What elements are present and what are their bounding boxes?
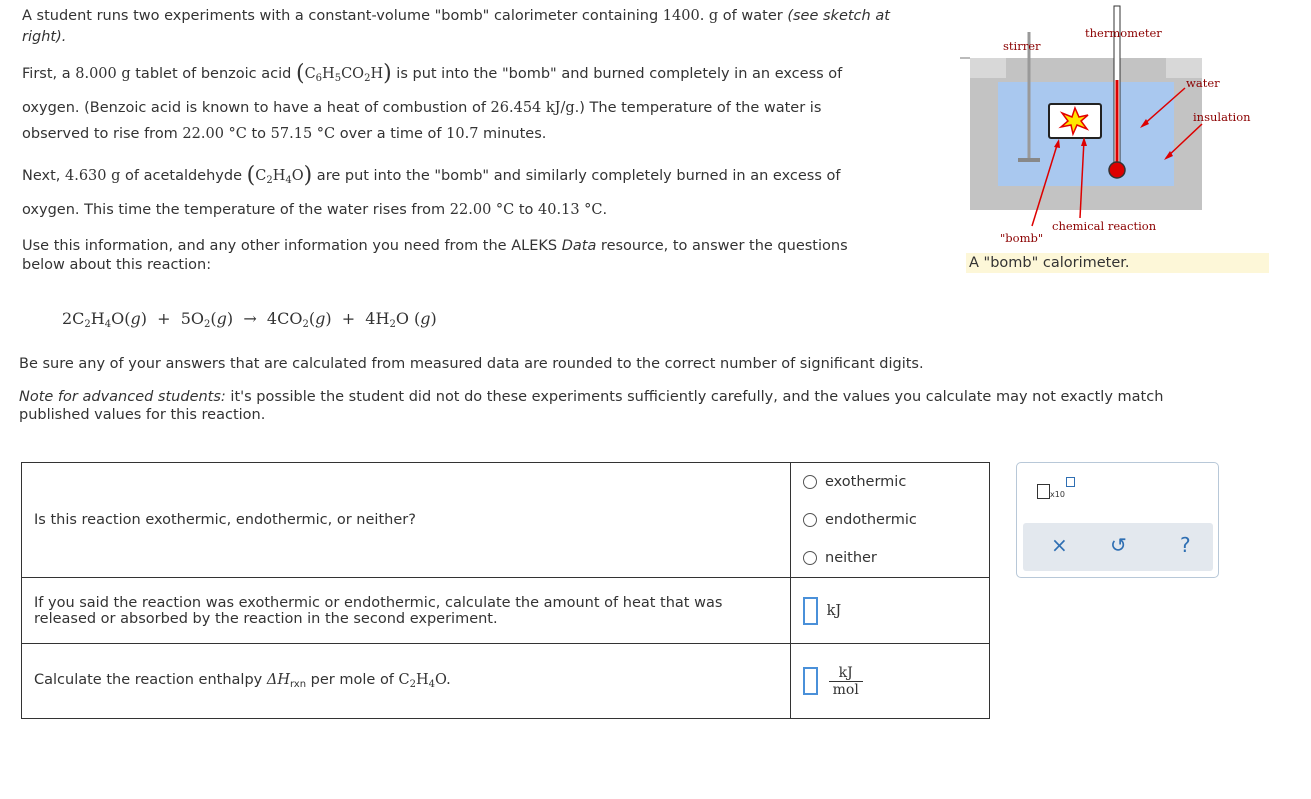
question-1-text: Is this reaction exothermic, endothermic, or neither?: [22, 463, 791, 578]
bomb-label: "bomb": [1000, 231, 1044, 245]
intro-line-2: right).: [22, 29, 67, 45]
enthalpy-answer-input[interactable]: [803, 667, 818, 695]
chemical-reaction-label: chemical reaction: [1052, 219, 1157, 233]
question-row-2: [22, 578, 990, 644]
reaction-equation: $2C_2H_4O(g) + 5O_2(g) \to 4CO_2(g) + 4H_2O$ (g): [62, 309, 437, 330]
heat-answer-input[interactable]: [803, 597, 818, 625]
question-3-answer: [791, 644, 990, 719]
water-label: water: [1186, 76, 1220, 90]
option-neither[interactable]: neither: [803, 539, 977, 577]
help-button[interactable]: ?: [1180, 533, 1191, 557]
question-2-answer: [791, 578, 990, 644]
calorimeter-diagram: [960, 0, 1280, 280]
next-line-1: Next, 4.630 g of acetaldehyde $(C_2H_4O)$ are put into the "bomb" and similarly completely burned in an excess of: [22, 163, 841, 188]
stirrer-label: stirrer: [1003, 39, 1041, 53]
first-line-3: observed to rise from 22.00 °C to 57.15 °C over a time of 10.7 minutes.: [22, 126, 547, 142]
advanced-note-2: published values for this reaction.: [19, 407, 266, 423]
diagram-caption: A "bomb" calorimeter.: [966, 253, 1269, 273]
sigfig-note: Be sure any of your answers that are calculated from measured data are rounded to the correct number of significant digits.: [19, 356, 924, 372]
benzoic-acid-formula: $(C_6H_5CO_2H)$: [295, 61, 392, 86]
clear-button[interactable]: ×: [1051, 533, 1068, 557]
advanced-note-1: Note for advanced students: it's possible the student did not do these experiments sufficiently carefully, and the values you calculate may not exactly match: [19, 389, 1164, 405]
scientific-notation-button[interactable]: x10: [1037, 483, 1075, 499]
thermometer-label: thermometer: [1085, 26, 1162, 40]
question-row-1: [22, 463, 990, 578]
radio-neither[interactable]: [803, 551, 817, 565]
first-line-2: oxygen. (Benzoic acid is known to have a heat of combustion of 26.454 kJ/g.) The temperature of the water is: [22, 100, 822, 116]
first-line-1: First, a 8.000 g tablet of benzoic acid $(C_6H_5CO_2H)$ is put into the "bomb" and burned completely in an excess of: [22, 61, 843, 86]
option-endothermic[interactable]: endothermic: [803, 501, 977, 539]
use-line-1: Use this information, and any other information you need from the ALEKS Data resource, to answer the questions: [22, 238, 848, 254]
question-3-text: Calculate the reaction enthalpy $\Delta H_{rxn}$ per mole of $C_2H_4O$.: [22, 644, 791, 719]
insulation-label: insulation: [1193, 110, 1251, 124]
option-exothermic[interactable]: exothermic: [803, 463, 977, 501]
answer-tools-panel: [1016, 462, 1219, 578]
next-line-2: oxygen. This time the temperature of the water rises from 22.00 °C to 40.13 °C.: [22, 202, 608, 218]
question-2-text: If you said the reaction was exothermic or endothermic, calculate the amount of heat that was released or absorbed by the reaction in the second experiment.: [22, 578, 791, 644]
tools-bar: [1023, 523, 1213, 571]
radio-endothermic[interactable]: [803, 513, 817, 527]
thermometer-bulb: [1109, 162, 1125, 178]
question-1-answer: [791, 463, 990, 578]
intro-line-1: A student runs two experiments with a constant-volume "bomb" calorimeter containing 1400. g of water (see sketch at: [22, 8, 890, 24]
acetaldehyde-formula: $(C_2H_4O)$: [246, 163, 313, 188]
heat-unit: kJ: [826, 602, 842, 619]
question-row-3: [22, 644, 990, 719]
enthalpy-unit: $\frac{kJ}{\text{mol}}$: [829, 665, 863, 698]
question-table: [21, 462, 990, 719]
use-line-2: below about this reaction:: [22, 257, 212, 273]
radio-exothermic[interactable]: [803, 475, 817, 489]
undo-button[interactable]: ↺: [1110, 533, 1127, 557]
